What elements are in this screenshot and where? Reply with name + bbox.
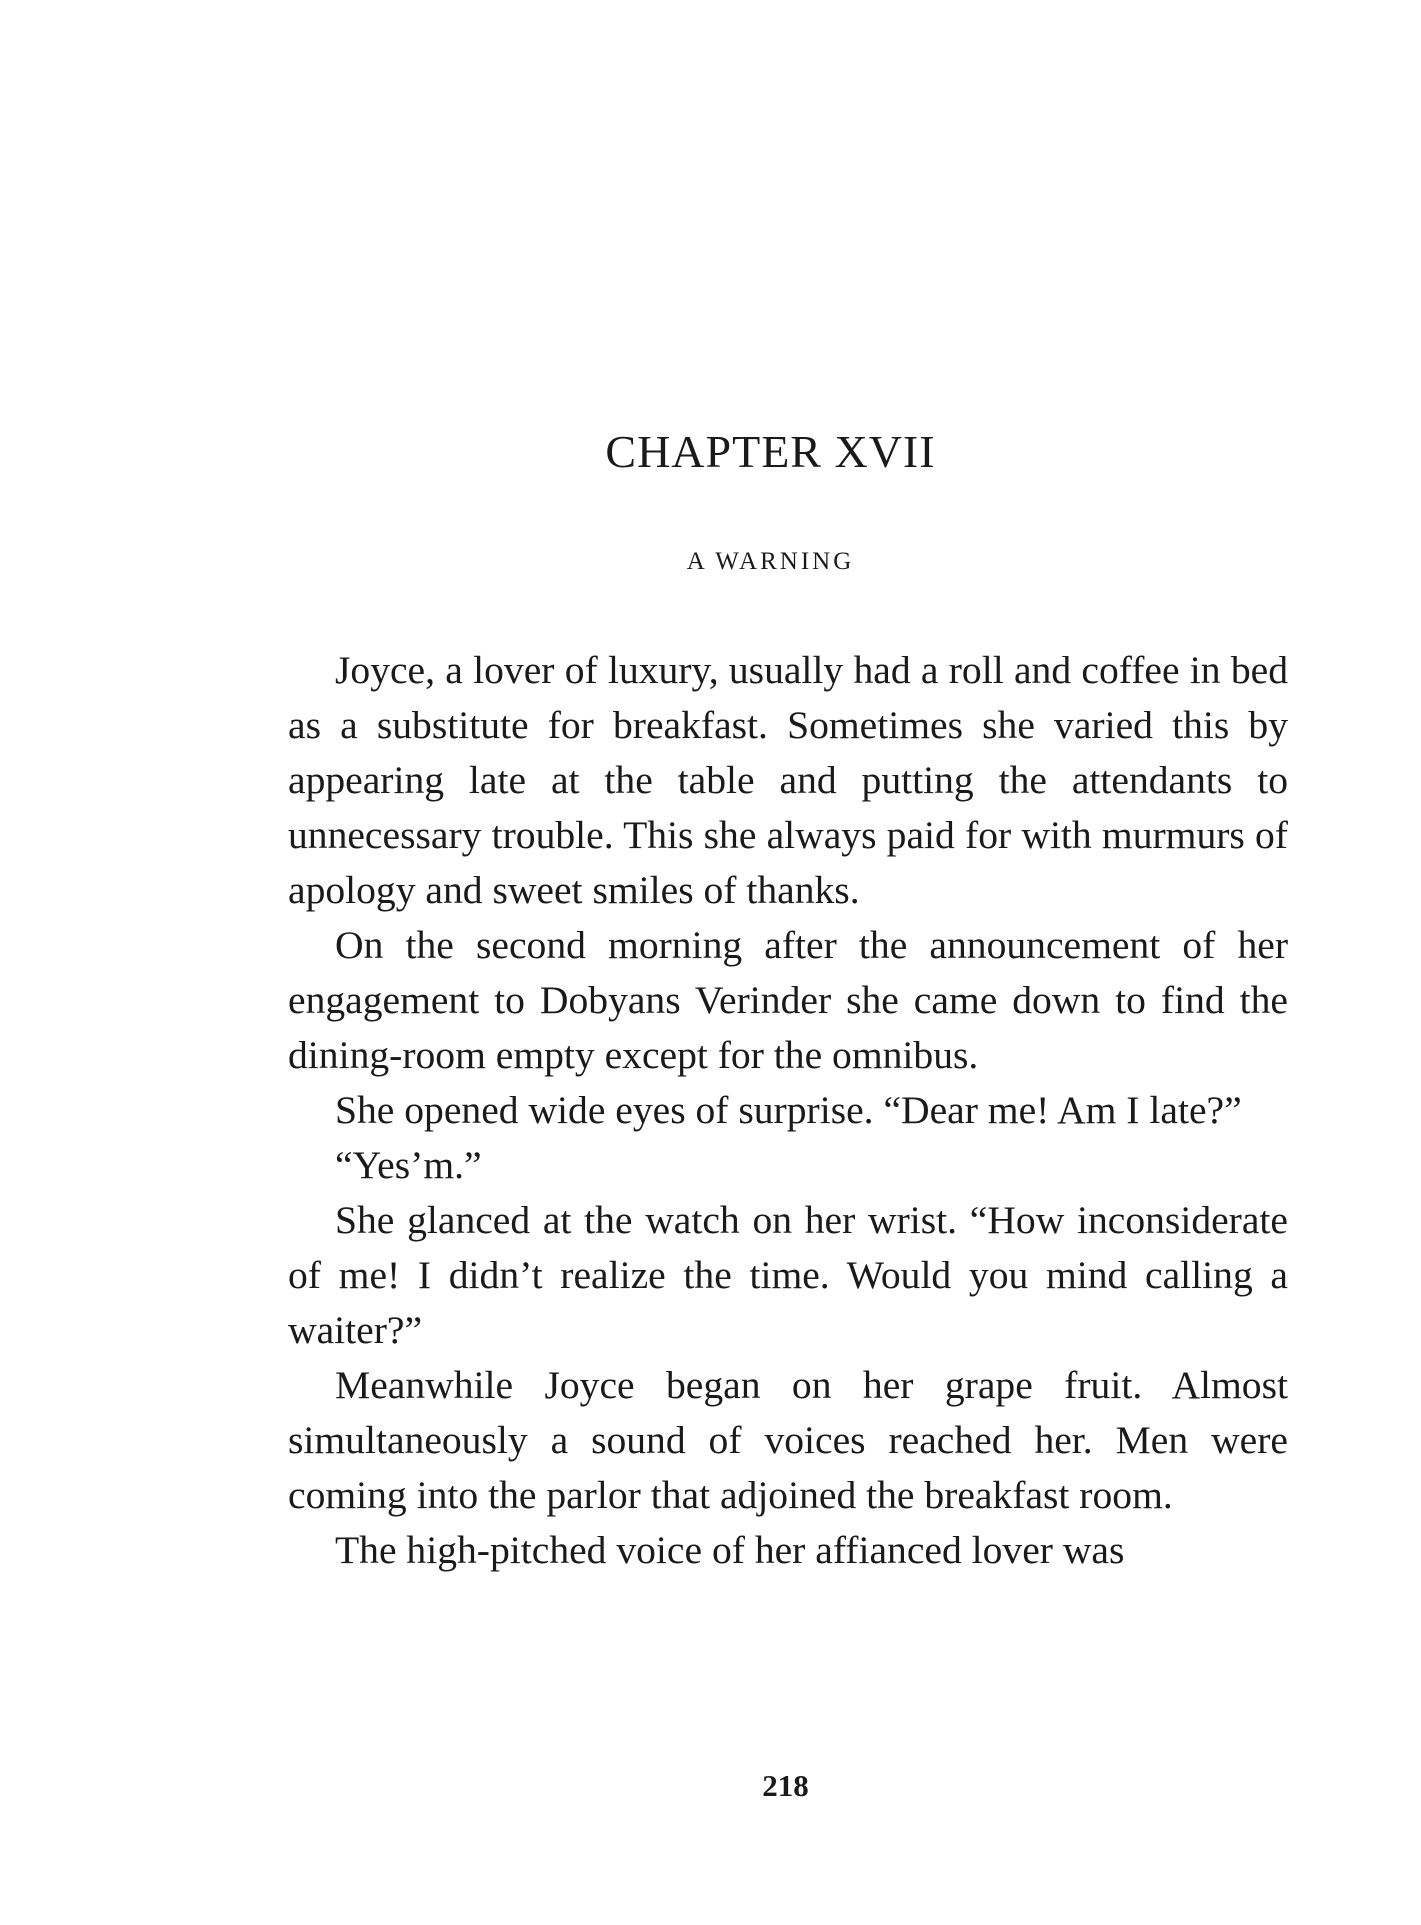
- paragraph: On the second morning after the announcement of her engagement to Dobyans Verinder she came down to find the dining-room empty except for the omnibus.: [288, 923, 1288, 1077]
- paragraph: Meanwhile Joyce began on her grape fruit. Almost simultaneously a sound of voices reached her. Men were coming into the parlor that adjoined the breakfast room.: [288, 1363, 1288, 1517]
- body-text: [288, 643, 1288, 1578]
- page-number: 218: [762, 1768, 809, 1803]
- paragraph: Joyce, a lover of luxury, usually had a roll and coffee in bed as a substitute for breakfast. Sometimes she varied this by appearing late at the table and putting the attendants to unnecessary trouble. This she always paid for with murmurs of apology and sweet smiles of thanks.: [288, 648, 1288, 912]
- paragraph: “Yes’m.”: [335, 1143, 482, 1187]
- chapter-title: CHAPTER XVII: [605, 426, 936, 477]
- paragraph: She glanced at the watch on her wrist. “How inconsiderate of me! I didn’t realize the time. Would you mind calling a waiter?”: [288, 1198, 1288, 1352]
- paragraph: The high-pitched voice of her affianced lover was: [335, 1528, 1125, 1572]
- chapter-subtitle: A WARNING: [686, 548, 855, 575]
- paragraph: She opened wide eyes of surprise. “Dear me! Am I late?”: [335, 1088, 1242, 1132]
